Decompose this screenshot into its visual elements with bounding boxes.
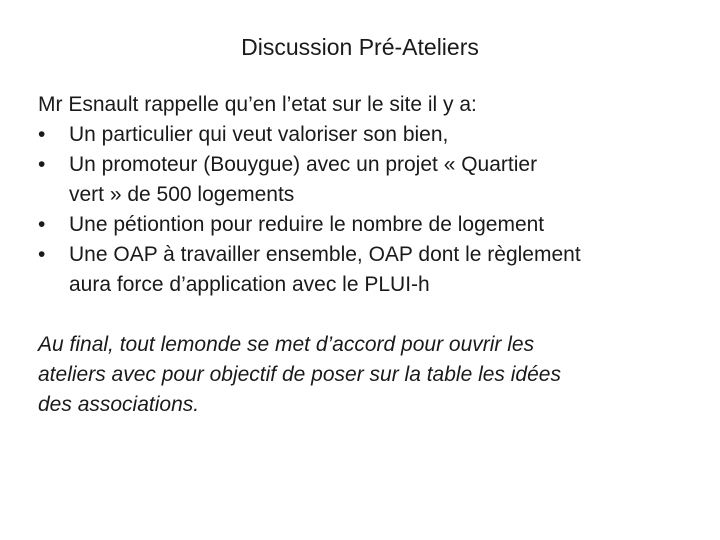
bullet-item <box>38 120 698 150</box>
bullet-icon: • <box>38 123 46 146</box>
bullet-text: Un promoteur (Bouygue) avec un projet « Quartier <box>69 153 538 176</box>
conclusion-line: Au final, tout lemonde se met d’accord pour ouvrir les <box>38 333 535 356</box>
conclusion-text <box>38 330 698 420</box>
bullet-icon: • <box>38 153 46 176</box>
bullet-icon: • <box>38 243 46 266</box>
slide-title: Discussion Pré-Ateliers <box>241 34 479 60</box>
bullet-icon: • <box>38 213 46 236</box>
conclusion-line: ateliers avec pour objectif de poser sur la table les idées <box>38 363 561 386</box>
bullet-text-continued: vert » de 500 logements <box>69 183 295 206</box>
bullet-text: Une pétiontion pour reduire le nombre de logement <box>69 213 545 236</box>
slide-body <box>38 90 698 420</box>
bullet-text-continued: aura force d’application avec le PLUI-h <box>69 273 430 296</box>
bullet-item <box>38 210 698 240</box>
intro-text: Mr Esnault rappelle qu’en l’etat sur le site il y a: <box>38 93 477 116</box>
bullet-item <box>38 150 698 210</box>
bullet-list <box>38 120 698 300</box>
conclusion-line: des associations. <box>38 393 200 416</box>
bullet-item <box>38 240 698 300</box>
bullet-text: Une OAP à travailler ensemble, OAP dont le règlement <box>69 243 581 266</box>
bullet-text: Un particulier qui veut valoriser son bien, <box>69 123 449 146</box>
